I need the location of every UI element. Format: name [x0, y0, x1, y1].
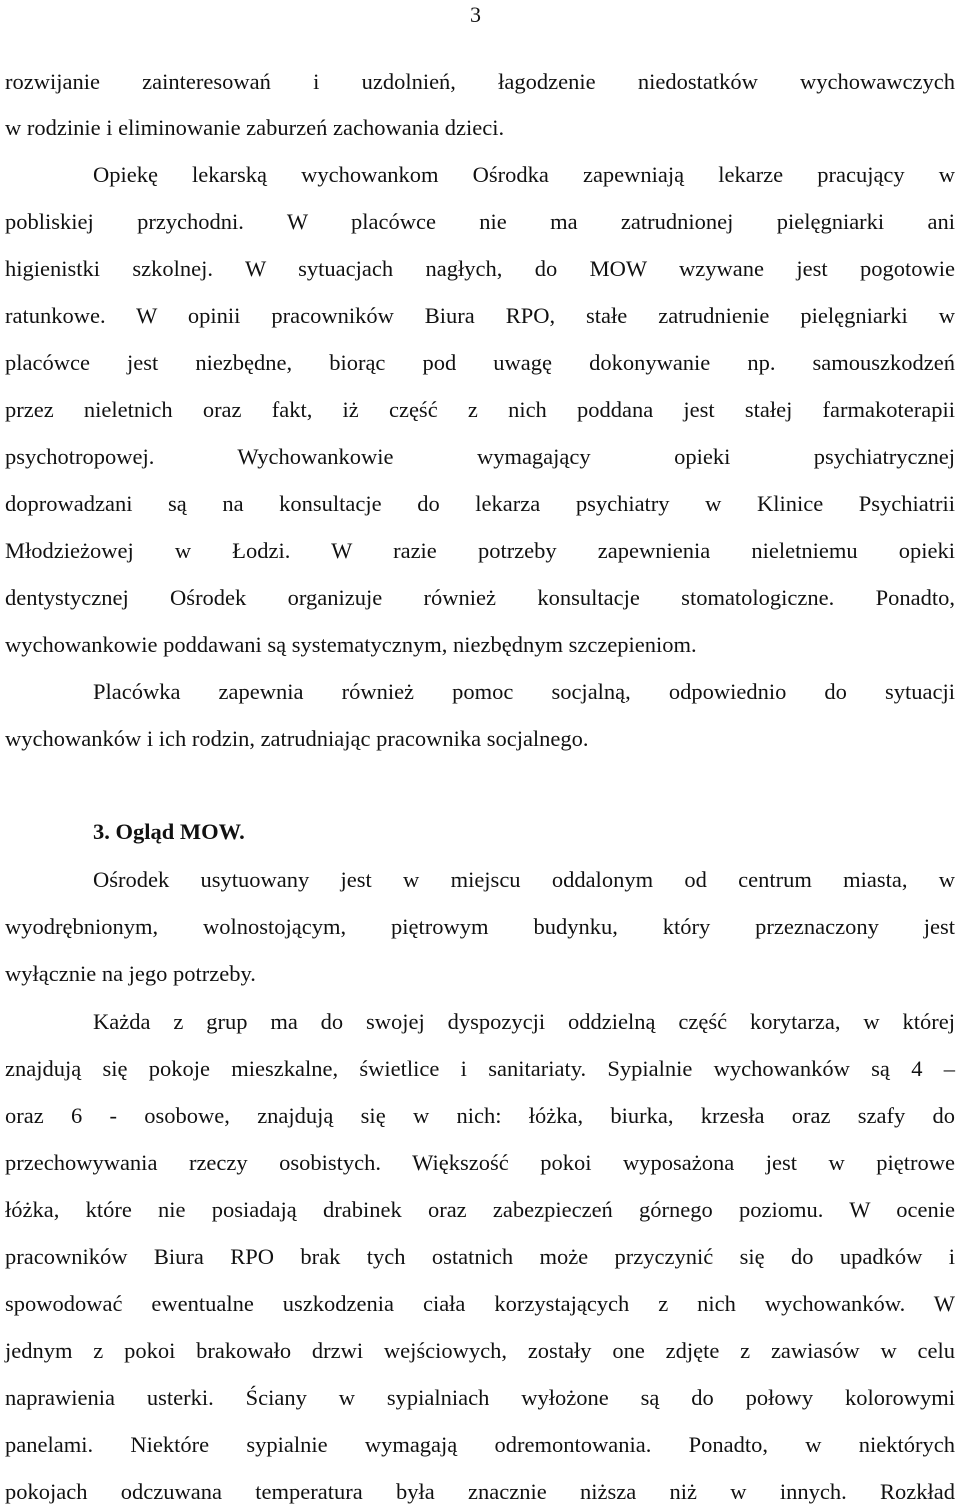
text-line: rozwijanie zainteresowań i uzdolnień, łagodzenie niedostatków wychowawczych	[5, 69, 955, 94]
text-line: wychowankowie poddawani są systematycznym, niezbędnym szczepieniom.	[5, 632, 697, 657]
text-line: placówce jest niezbędne, biorąc pod uwagę dokonywanie np. samouszkodzeń	[5, 350, 955, 375]
text-line: pokojach odczuwana temperatura była znacznie niższa niż w innych. Rozkład	[5, 1479, 955, 1504]
text-line: panelami. Niektóre sypialnie wymagają odremontowania. Ponadto, w niektórych	[5, 1432, 955, 1457]
text-line: Młodzieżowej w Łodzi. W razie potrzeby zapewnienia nieletniemu opieki	[5, 538, 955, 563]
text-line: jednym z pokoi brakowało drzwi wejściowych, zostały one zdjęte z zawiasów w celu	[5, 1338, 955, 1363]
text-line: przez nieletnich oraz fakt, iż część z nich poddana jest stałej farmakoterapii	[5, 397, 955, 422]
text-line: łóżka, które nie posiadają drabinek oraz zabezpieczeń górnego poziomu. W ocenie	[5, 1197, 955, 1222]
text-line: pobliskiej przychodni. W placówce nie ma zatrudnionej pielęgniarki ani	[5, 209, 955, 234]
text-line: Każda z grup ma do swojej dyspozycji oddzielną część korytarza, w której	[93, 1009, 955, 1034]
text-line: doprowadzani są na konsultacje do lekarza psychiatry w Klinice Psychiatrii	[5, 491, 955, 516]
text-line: wyodrębnionym, wolnostojącym, piętrowym budynku, który przeznaczony jest	[5, 914, 955, 939]
text-line: ratunkowe. W opinii pracowników Biura RPO, stałe zatrudnienie pielęgniarki w	[5, 303, 955, 328]
text-line: Placówka zapewnia również pomoc socjalną, odpowiednio do sytuacji	[93, 679, 955, 704]
text-line: w rodzinie i eliminowanie zaburzeń zachowania dzieci.	[5, 115, 505, 140]
text-line: oraz 6 - osobowe, znajdują się w nich: łóżka, biurka, krzesła oraz szafy do	[5, 1103, 955, 1128]
text-line: Ośrodek usytuowany jest w miejscu oddalonym od centrum miasta, w	[93, 867, 955, 892]
text-line: higienistki szkolnej. W sytuacjach nagłych, do MOW wzywane jest pogotowie	[5, 256, 955, 281]
text-line: wyłącznie na jego potrzeby.	[5, 961, 256, 986]
text-line: znajdują się pokoje mieszkalne, świetlice i sanitariaty. Sypialnie wychowanków są 4 –	[5, 1056, 955, 1081]
text-line: wychowanków i ich rodzin, zatrudniając pracownika socjalnego.	[5, 726, 589, 751]
text-line: psychotropowej. Wychowankowie wymagający opieki psychiatrycznej	[5, 444, 955, 469]
text-line: spowodować ewentualne uszkodzenia ciała korzystających z nich wychowanków. W	[5, 1291, 955, 1316]
section-heading: 3. Ogląd MOW.	[93, 819, 245, 844]
text-line: Opiekę lekarską wychowankom Ośrodka zapewniają lekarze pracujący w	[93, 162, 955, 187]
text-line: przechowywania rzeczy osobistych. Większość pokoi wyposażona jest w piętrowe	[5, 1150, 955, 1175]
text-line: pracowników Biura RPO brak tych ostatnich może przyczynić się do upadków i	[5, 1244, 955, 1269]
text-line: naprawienia usterki. Ściany w sypialniach wyłożone są do połowy kolorowymi	[5, 1385, 955, 1410]
text-line: dentystycznej Ośrodek organizuje również konsultacje stomatologiczne. Ponadto,	[5, 585, 955, 610]
page-number: 3	[470, 2, 481, 27]
